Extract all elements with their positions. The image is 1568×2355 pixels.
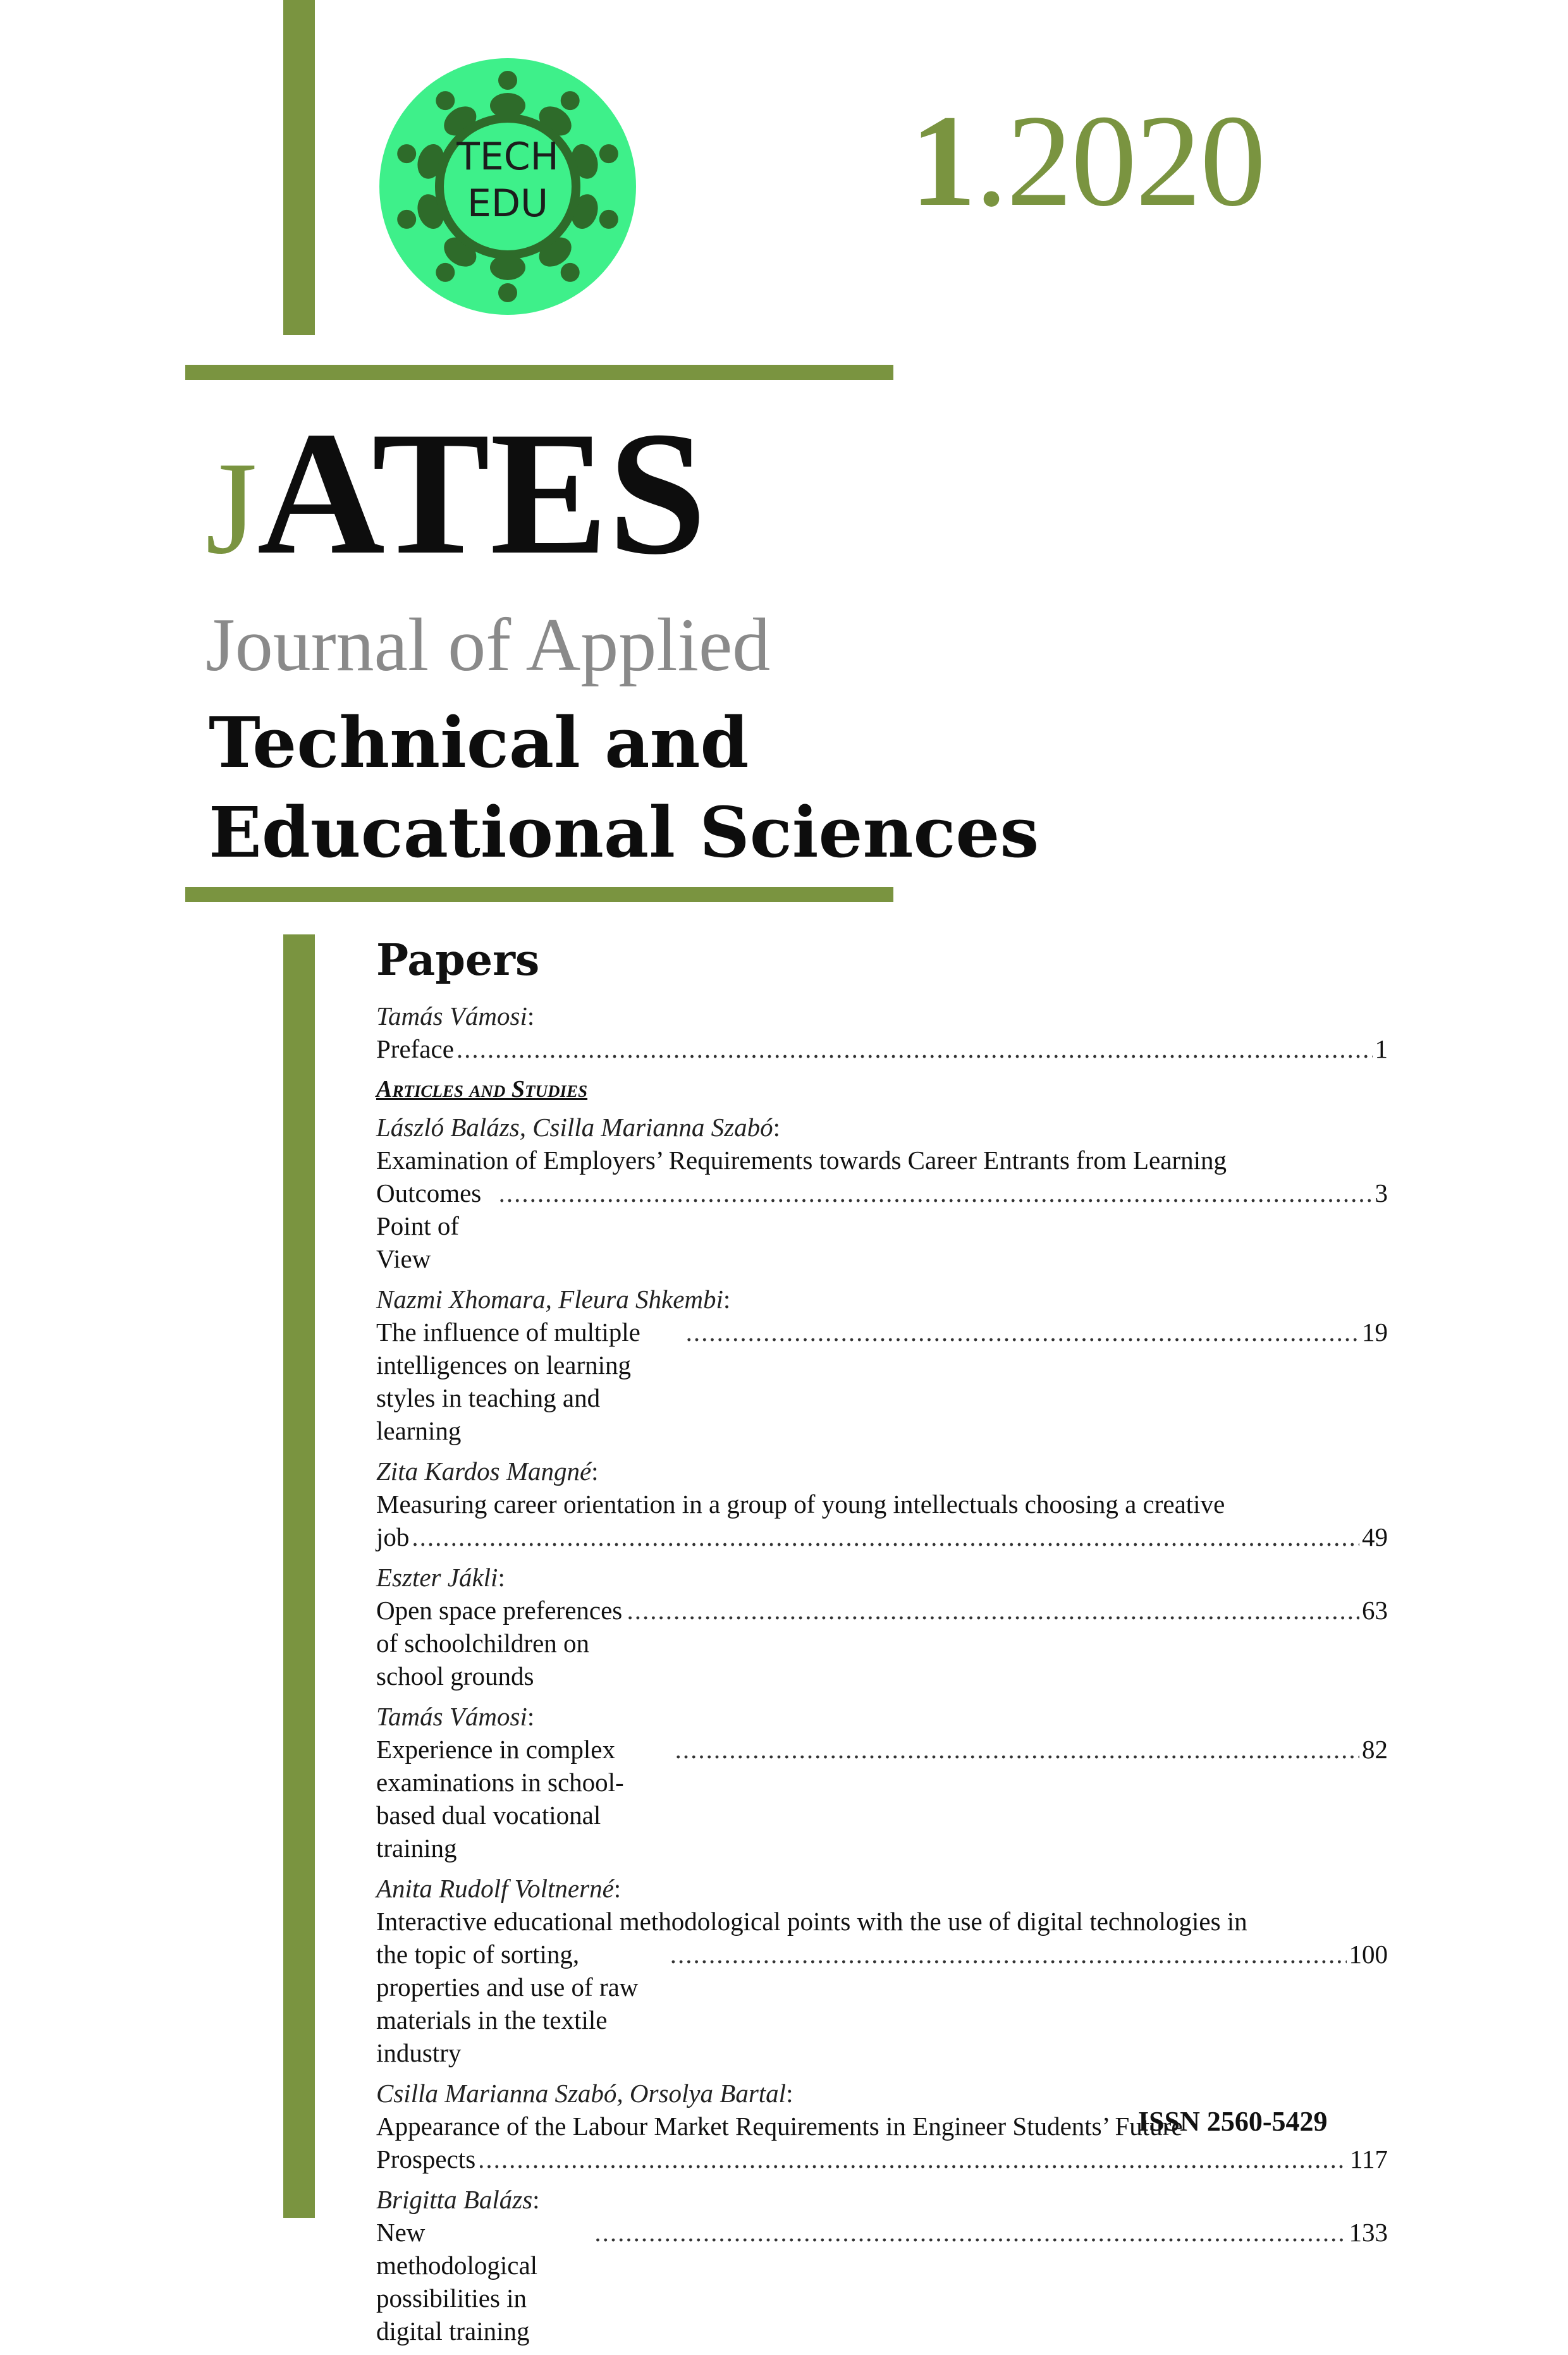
logo-person-head [498, 71, 517, 90]
toc-entry[interactable] [376, 1111, 1388, 1275]
issue-year: .2020 [975, 88, 1265, 233]
toc-page: 3 [1375, 1178, 1388, 1208]
toc-page: 19 [1362, 1318, 1388, 1347]
issue-no: 1 [910, 88, 975, 233]
logo-text-tech: TECH [456, 135, 559, 179]
toc-author: Tamás Vámosi: [376, 1001, 535, 1031]
toc-article-list [376, 1111, 1388, 2347]
logo-person-head [599, 144, 618, 163]
leader-dots [686, 1316, 1359, 1349]
toc-page: 63 [1362, 1596, 1388, 1625]
toc-heading: Papers [376, 935, 540, 986]
leader-dots [456, 1032, 1373, 1065]
toc-page: 82 [1362, 1735, 1388, 1764]
toc-title-line: Appearance of the Labour Market Requirements in Engineer Students’ Future [376, 2112, 1183, 2141]
leader-dots [594, 2216, 1346, 2249]
top-vertical-bar [283, 0, 315, 335]
table-of-contents [376, 935, 1388, 2355]
toc-title: job [376, 1522, 410, 1551]
toc-title-line [376, 1032, 1388, 1065]
logo-person-head [436, 263, 455, 282]
masthead-ates: ATES [257, 395, 707, 591]
toc-author: László Balázs, Csilla Marianna Szabó: [376, 1113, 781, 1142]
toc-author: Nazmi Xhomara, Fleura Shkembi: [376, 1285, 731, 1314]
toc-title: the topic of sorting, properties and use of raw materials in the textile industry [376, 1940, 639, 2067]
toc-page: 100 [1349, 1940, 1388, 1969]
toc-page: 1 [1375, 1034, 1388, 1063]
leader-dots [675, 1733, 1359, 1766]
toc-entry[interactable] [376, 1455, 1388, 1553]
toc-author: Zita Kardos Mangné: [376, 1457, 599, 1486]
toc-entry-preface[interactable] [376, 1000, 1388, 1065]
toc-author: Tamás Vámosi: [376, 1702, 535, 1731]
toc-title-line: Examination of Employers’ Requirements towards Career Entrants from Learning [376, 1146, 1227, 1175]
toc-title-line: Measuring career orientation in a group of young intellectuals choosing a creative [376, 1489, 1225, 1519]
techedu-logo [378, 57, 637, 316]
toc-entry[interactable] [376, 1872, 1388, 2069]
toc-title: New methodological possibilities in digital training [376, 2218, 538, 2346]
journal-subtitle-line2: Technical and [209, 702, 749, 783]
toc-title: Experience in complex examinations in school-based dual vocational training [376, 1735, 624, 1863]
toc-title-line [376, 1520, 1388, 1553]
toc-title: Preface [376, 1034, 454, 1063]
toc-title: Prospects [376, 2144, 476, 2174]
toc-author: Anita Rudolf Voltnerné: [376, 1874, 622, 1903]
leader-dots [627, 1594, 1359, 1627]
toc-section-label: Articles and Studies [376, 1076, 588, 1103]
toc-title-line [376, 1177, 1388, 1275]
toc-entry[interactable] [376, 1283, 1388, 1447]
toc-page: 49 [1362, 1522, 1388, 1551]
toc-author: Eszter Jákli: [376, 1563, 505, 1592]
journal-subtitle-line3: Educational Sciences [209, 792, 1039, 873]
logo-person-head [599, 210, 618, 229]
toc-title-line [376, 1316, 1388, 1447]
logo-person-head [561, 91, 580, 110]
issue-number [910, 88, 1265, 233]
leader-dots [670, 1938, 1347, 1971]
toc-title-line [376, 2216, 1388, 2347]
logo-person-head [561, 263, 580, 282]
logo-person-head [397, 144, 416, 163]
toc-title-line [376, 2143, 1388, 2175]
toc-page: 117 [1350, 2144, 1388, 2174]
lower-horizontal-rule [185, 887, 893, 902]
toc-title: Outcomes Point of View [376, 1178, 482, 1273]
toc-author: Brigitta Balázs: [376, 2185, 540, 2214]
toc-title: The influence of multiple intelligences on learning styles in teaching and learning [376, 1318, 640, 1445]
logo-text-edu: EDU [467, 181, 549, 226]
leader-dots [478, 2143, 1347, 2175]
toc-title-line [376, 1938, 1388, 2069]
toc-page: 133 [1349, 2218, 1388, 2247]
toc-title-line: Interactive educational methodological points with the use of digital technologies in [376, 1907, 1247, 1936]
toc-entry[interactable] [376, 1561, 1388, 1692]
logo-person-head [498, 283, 517, 302]
logo-person-head [397, 210, 416, 229]
toc-title-line [376, 1594, 1388, 1692]
upper-horizontal-rule [185, 365, 893, 380]
leader-dots [499, 1177, 1373, 1209]
toc-entry[interactable] [376, 1700, 1388, 1864]
toc-entry[interactable] [376, 2183, 1388, 2347]
journal-subtitle-line1: Journal of Applied [205, 603, 771, 687]
bottom-vertical-bar [283, 934, 315, 2218]
toc-title-line [376, 1733, 1388, 1864]
leader-dots [412, 1520, 1359, 1553]
journal-masthead [205, 395, 707, 591]
masthead-j: J [205, 435, 257, 582]
issn: ISSN 2560-5429 [1138, 2106, 1328, 2137]
logo-person-head [436, 91, 455, 110]
toc-author: Csilla Marianna Szabó, Orsolya Bartal: [376, 2079, 793, 2108]
toc-title: Open space preferences of schoolchildren on school grounds [376, 1596, 623, 1691]
